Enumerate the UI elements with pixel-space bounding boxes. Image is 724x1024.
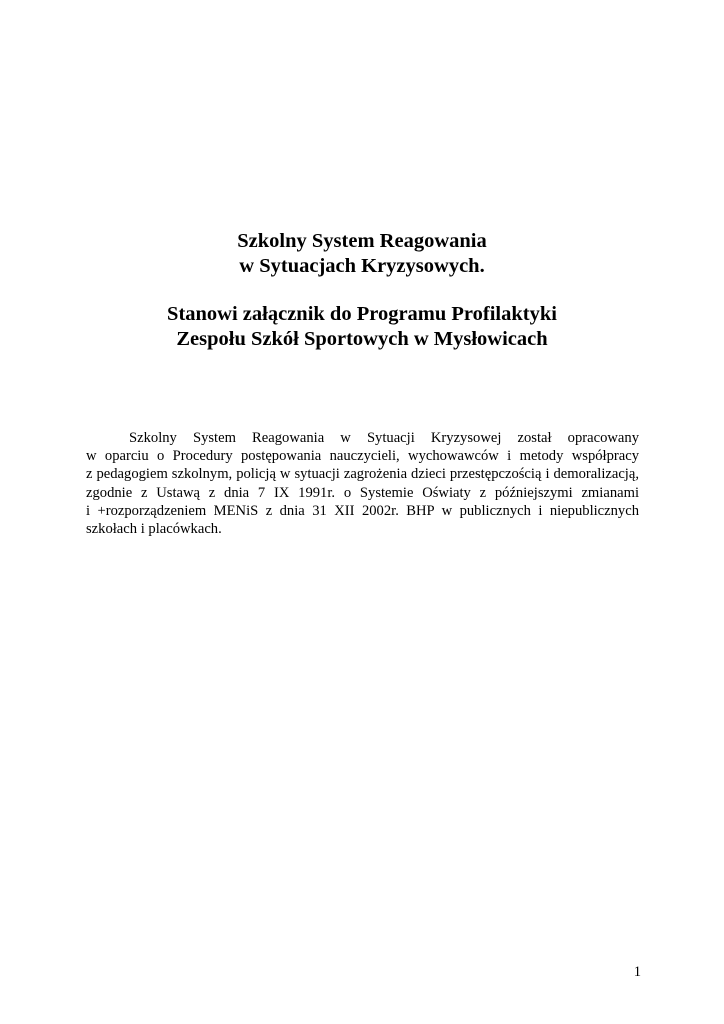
title-line: Szkolny System Reagowania — [237, 230, 487, 252]
subtitle-line: Zespołu Szkół Sportowych w Mysłowicach — [176, 328, 548, 350]
title-spacer — [0, 279, 724, 302]
paragraph-line: szkołach i placówkach. — [86, 521, 222, 538]
paragraph-line: Szkolny System Reagowania w Sytuacji Kryzysowej został opracowany — [129, 430, 639, 446]
paragraph-line: zgodnie z Ustawą z dnia 7 IX 1991r. o Systemie Oświaty z późniejszymi zmianami — [86, 484, 639, 501]
subtitle-line: Stanowi załącznik do Programu Profilaktyki — [167, 303, 557, 325]
paragraph-line: i +rozporządzeniem MENiS z dnia 31 XII 2002r. BHP w publicznych i niepublicznych — [86, 502, 639, 519]
body-paragraph — [86, 429, 639, 538]
page-number: 1 — [633, 964, 641, 980]
paragraph-line: z pedagogiem szkolnym, policją w sytuacji zagrożenia dzieci przestępczością i demoralizacją, — [86, 466, 639, 483]
paragraph-line: w oparciu o Procedury postępowania nauczycieli, wychowawców i metody współpracy — [86, 448, 639, 465]
document-title — [0, 229, 724, 352]
title-line: w Sytuacjach Kryzysowych. — [239, 255, 485, 277]
